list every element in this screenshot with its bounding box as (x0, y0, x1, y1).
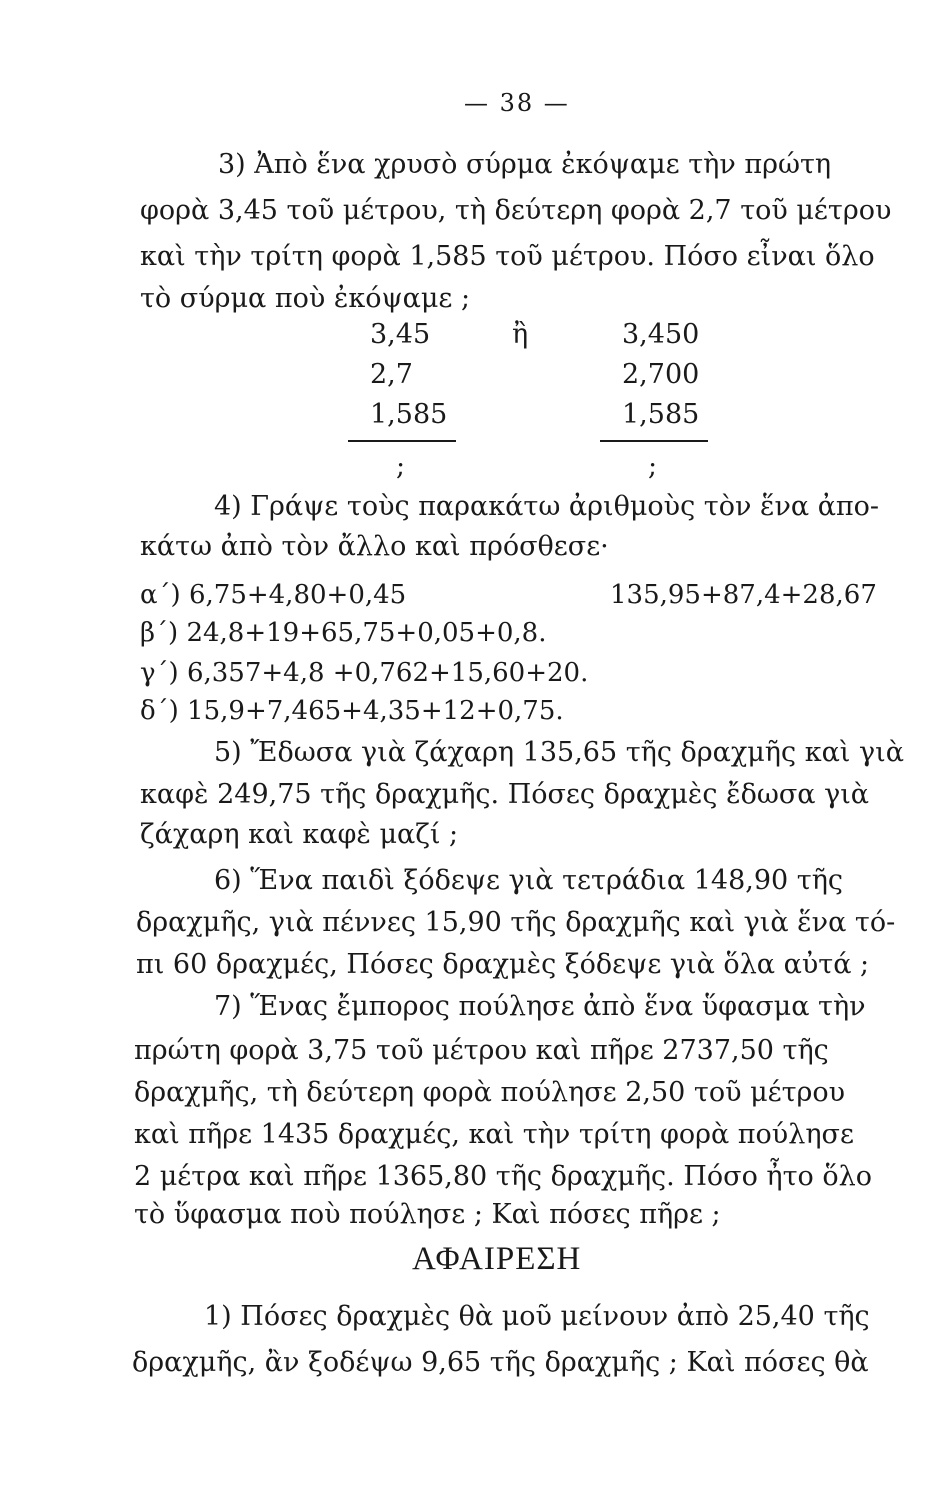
problem-7-line: πρώτη φορὰ 3,75 τοῦ μέτρου καὶ πῆρε 2737,50 τῆς (134, 1035, 829, 1066)
section-heading: ΑΦΑΙΡΕΣΗ (412, 1241, 582, 1277)
column-b-result: ; (648, 451, 658, 482)
problem-7-line: καὶ πῆρε 1435 δραχμές, καὶ τὴν τρίτη φορὰ πούλησε (134, 1119, 854, 1150)
column-b-value: 2,700 (622, 359, 700, 390)
problem-7-line: δραχμῆς, τὴ δεύτερη φορὰ πούλησε 2,50 τοῦ μέτρου (134, 1077, 846, 1108)
problem-3-line: καὶ τὴν τρίτη φορὰ 1,585 τοῦ μέτρου. Πόσο εἶναι ὅλο (140, 241, 875, 272)
column-b-value: 3,450 (622, 319, 700, 350)
exercise-item-d: δ΄) 15,9+7,465+4,35+12+0,75. (140, 696, 564, 726)
exercise-item-a: α΄) 6,75+4,80+0,45 (140, 580, 407, 610)
problem-7-line: 2 μέτρα καὶ πῆρε 1365,80 τῆς δραχμῆς. Πόσο ἦτο ὅλο (134, 1161, 872, 1192)
subtraction-1-line: 1) Πόσες δραχμὲς θὰ μοῦ μείνουν ἀπὸ 25,40 τῆς (204, 1301, 870, 1332)
problem-6-line: 6) Ἕνα παιδὶ ξόδεψε γιὰ τετράδια 148,90 τῆς (214, 865, 844, 896)
problem-4-line: κάτω ἀπὸ τὸν ἄλλο καὶ πρόσθεσε· (140, 531, 609, 562)
page-number: — 38 — (464, 89, 570, 117)
or-word: ἢ (512, 319, 529, 350)
column-a-value: 2,7 (370, 359, 413, 390)
problem-3-line: 3) Ἀπὸ ἕνα χρυσὸ σύρμα ἐκόψαμε τὴν πρώτη (218, 149, 832, 180)
column-a-value: 1,585 (370, 399, 448, 430)
problem-4-line: 4) Γράψε τοὺς παρακάτω ἀριθμοὺς τὸν ἕνα ἀπο- (214, 491, 880, 522)
problem-7-line: τὸ ὕφασμα ποὺ πούλησε ; Καὶ πόσες πῆρε ; (134, 1199, 721, 1230)
exercise-item-a-right: 135,95+87,4+28,67 (610, 580, 877, 610)
problem-3-line: φορὰ 3,45 τοῦ μέτρου, τὴ δεύτερη φορὰ 2,7 τοῦ μέτρου (140, 195, 892, 226)
exercise-item-c: γ΄) 6,357+4,8 +0,762+15,60+20. (140, 658, 589, 688)
problem-6-line: πι 60 δραχμές, Πόσες δραχμὲς ξόδεψε γιὰ ὅλα αὐτά ; (136, 949, 870, 980)
problem-7-line: 7) Ἕνας ἔμπορος πούλησε ἀπὸ ἕνα ὕφασμα τὴν (214, 991, 866, 1022)
column-a-result: ; (396, 451, 406, 482)
problem-5-line: 5) Ἔδωσα γιὰ ζάχαρη 135,65 τῆς δραχμῆς καὶ γιὰ (214, 737, 904, 768)
problem-5-line: καφὲ 249,75 τῆς δραχμῆς. Πόσες δραχμὲς ἔδωσα γιὰ (140, 779, 870, 810)
sum-rule-b (600, 440, 708, 442)
problem-3-line: τὸ σύρμα ποὺ ἐκόψαμε ; (140, 283, 471, 314)
problem-5-line: ζάχαρη καὶ καφὲ μαζί ; (140, 819, 459, 850)
column-b-value: 1,585 (622, 399, 700, 430)
subtraction-1-line: δραχμῆς, ἂν ξοδέψω 9,65 τῆς δραχμῆς ; Καὶ πόσες θὰ (132, 1347, 869, 1378)
exercise-item-b: β΄) 24,8+19+65,75+0,05+0,8. (140, 618, 547, 648)
problem-6-line: δραχμῆς, γιὰ πέννες 15,90 τῆς δραχμῆς καὶ γιὰ ἕνα τό- (136, 907, 896, 938)
sum-rule-a (348, 440, 456, 442)
column-a-value: 3,45 (370, 319, 431, 350)
